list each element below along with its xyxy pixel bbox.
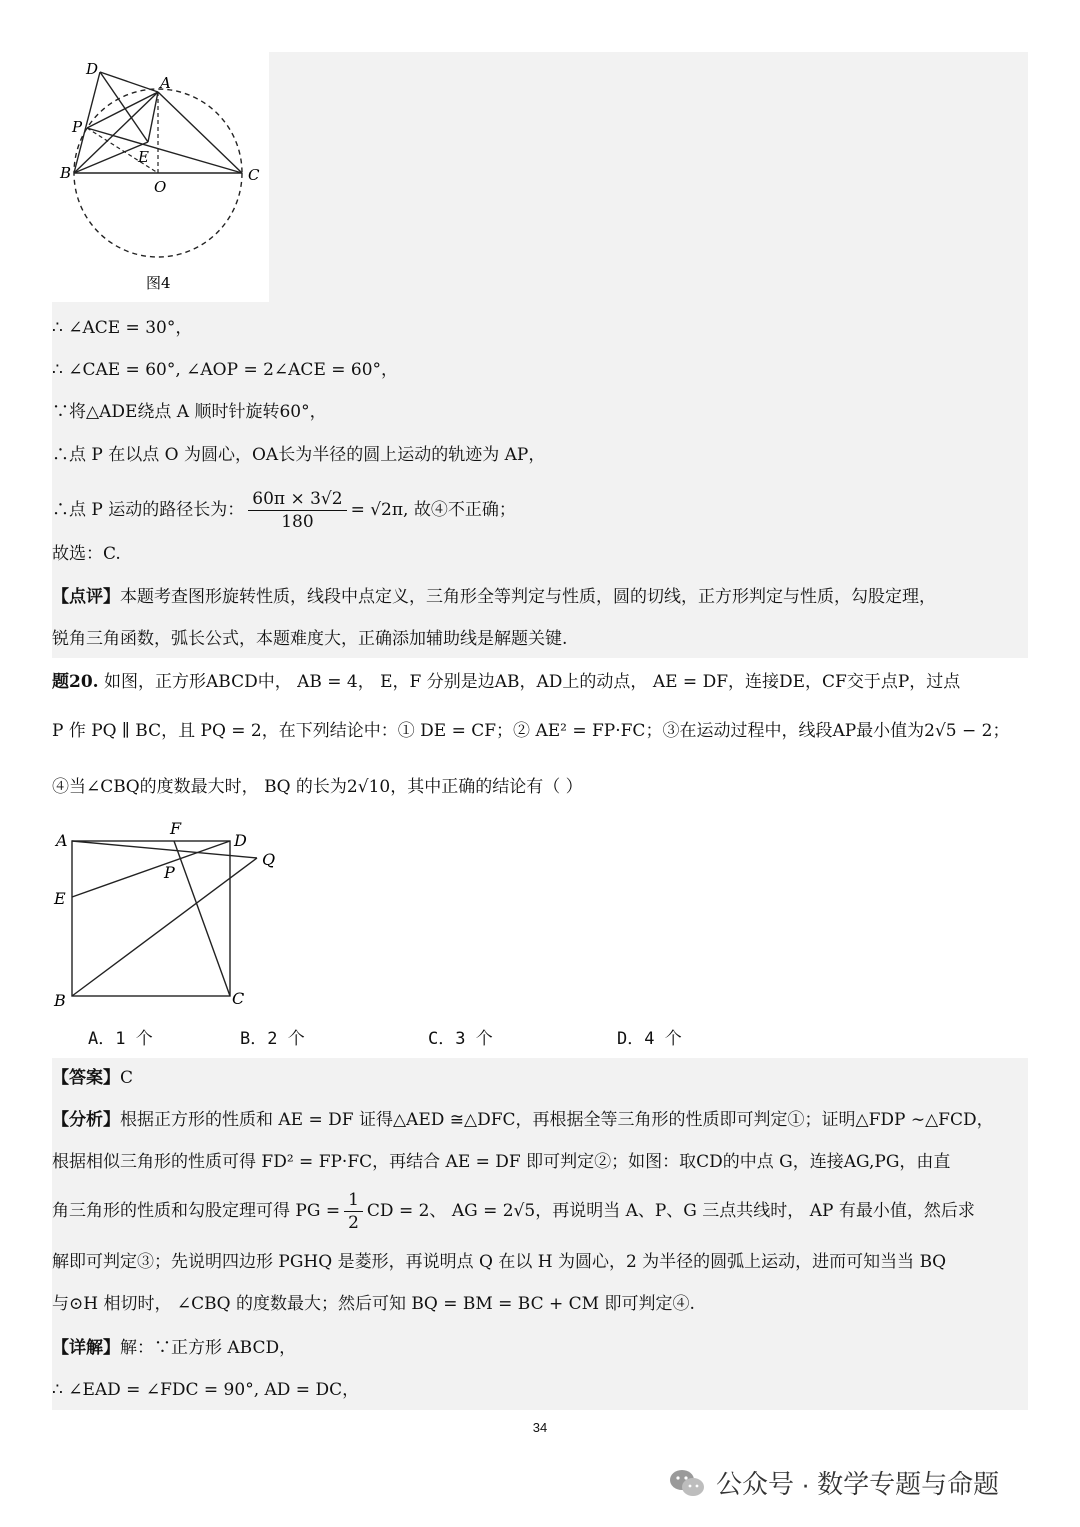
- analysis-text-3b: CD = 2、 AG = 2√5，再说明当 A、P、G 三点共线时， AP 有最小值，然后求: [366, 1201, 975, 1221]
- label-D: D: [86, 60, 99, 78]
- label-D: D: [234, 831, 247, 850]
- label-Q: Q: [262, 850, 276, 869]
- half-numerator: 1: [344, 1189, 363, 1212]
- comment-tag: 【点评】: [52, 587, 120, 607]
- label-C: C: [248, 166, 260, 184]
- comment-text-1: 本题考查图形旋转性质，线段中点定义，三角形全等判定与性质，圆的切线，正方形判定与性质，勾股定理，: [120, 587, 936, 607]
- detail-line-2: ∴ ∠EAD = ∠FDC = 90°, AD = DC，: [52, 1380, 360, 1400]
- problem-text-1: 如图，正方形ABCD中， AB = 4， E，F 分别是边AB，AD上的动点， AE = DF，连接DE，CF交于点P，过点: [103, 672, 961, 692]
- comment-line-2: 锐角三角函数，弧长公式，本题难度大，正确添加辅助线是解题关键.: [52, 629, 568, 649]
- label-C: C: [232, 989, 245, 1008]
- path-denominator: 180: [281, 511, 314, 532]
- analysis-text-3a: 角三角形的性质和勾股定理可得 PG =: [52, 1201, 341, 1221]
- watermark: [668, 1464, 999, 1501]
- step-3: ∵将△ADE绕点 A 顺时针旋转60°，: [52, 402, 327, 422]
- option-c[interactable]: C．3 个: [428, 1029, 493, 1049]
- detail-text-1: 解：∵正方形 ABCD，: [120, 1338, 297, 1358]
- half-fraction: [344, 1189, 363, 1234]
- figure-4: [52, 52, 269, 302]
- analysis-line-2: 根据相似三角形的性质可得 FD² = FP·FC，再结合 AE = DF 即可判定②；如图：取CD的中点 G，连接AG,PG，由直: [52, 1152, 951, 1172]
- problem-number: 题20.: [52, 672, 99, 692]
- detail-line-1: [52, 1336, 296, 1360]
- problem-line-2: P 作 PQ ∥ BC，且 PQ = 2，在下列结论中：① DE = CF；② AE² = FP·FC；③在运动过程中，线段AP最小值为2√5 − 2；: [52, 721, 1010, 741]
- label-P: P: [72, 118, 83, 136]
- analysis-line-3: [52, 1186, 975, 1236]
- step-5-text: ∴点 P 运动的路径长为：: [52, 500, 245, 520]
- label-A: A: [160, 74, 171, 92]
- wechat-icon: [668, 1467, 706, 1499]
- half-denominator: 2: [348, 1212, 359, 1233]
- problem-line-3: ④当∠CBQ的度数最大时， BQ 的长为2√10，其中正确的结论有（ ）: [52, 777, 583, 797]
- problem-line-1: [52, 670, 960, 694]
- comment-line-1: [52, 585, 936, 609]
- answer-tag: 【答案】: [52, 1068, 120, 1088]
- option-b[interactable]: B．2 个: [240, 1029, 305, 1049]
- label-B: B: [60, 164, 72, 182]
- path-fraction: [248, 488, 346, 533]
- label-O: O: [154, 178, 167, 196]
- label-P: P: [164, 863, 175, 882]
- answer-line: [52, 1066, 133, 1090]
- label-A: A: [56, 831, 68, 850]
- path-result: = √2π, 故④不正确；: [350, 500, 516, 520]
- answer-value: C: [120, 1068, 134, 1088]
- figure-20: [52, 818, 292, 1013]
- analysis-line-4: 解即可判定③；先说明四边形 PGHQ 是菱形，再说明点 Q 在以 H 为圆心，2 为半径的圆弧上运动，进而可知当当 BQ: [52, 1252, 947, 1272]
- watermark-text: 公众号 · 数学专题与命题: [716, 1469, 1000, 1499]
- option-a[interactable]: A．1 个: [88, 1029, 153, 1049]
- step-5: [52, 483, 516, 537]
- step-4: ∴点 P 在以点 O 为圆心，OA长为半径的圆上运动的轨迹为 AP，: [52, 445, 546, 465]
- label-B: B: [54, 991, 66, 1010]
- analysis-line-5: 与⊙H 相切时， ∠CBQ 的度数最大；然后可知 BQ = BM = BC + CM 即可判定④.: [52, 1294, 695, 1314]
- detail-tag: 【详解】: [52, 1338, 120, 1358]
- label-E: E: [138, 148, 149, 166]
- figure-4-diagram: [52, 52, 269, 302]
- analysis-text-1: 根据正方形的性质和 AE = DF 证得△AED ≅△DFC，再根据全等三角形的性质即可判定①；证明△FDP ∼△FCD，: [120, 1110, 994, 1130]
- path-numerator: 60π × 3√2: [248, 488, 346, 511]
- analysis-line-1: [52, 1108, 994, 1132]
- analysis-tag: 【分析】: [52, 1110, 120, 1130]
- step-6: 故选：C.: [52, 544, 121, 564]
- option-d[interactable]: D．4 个: [617, 1029, 682, 1049]
- label-F: F: [170, 819, 182, 838]
- figure-caption: 图4: [146, 274, 171, 292]
- step-2: ∴ ∠CAE = 60°, ∠AOP = 2∠ACE = 60°，: [52, 360, 399, 380]
- step-1: ∴ ∠ACE = 30°，: [52, 318, 193, 338]
- page-number: 34: [532, 1420, 548, 1435]
- figure-20-diagram: [52, 818, 292, 1013]
- label-E: E: [54, 889, 66, 908]
